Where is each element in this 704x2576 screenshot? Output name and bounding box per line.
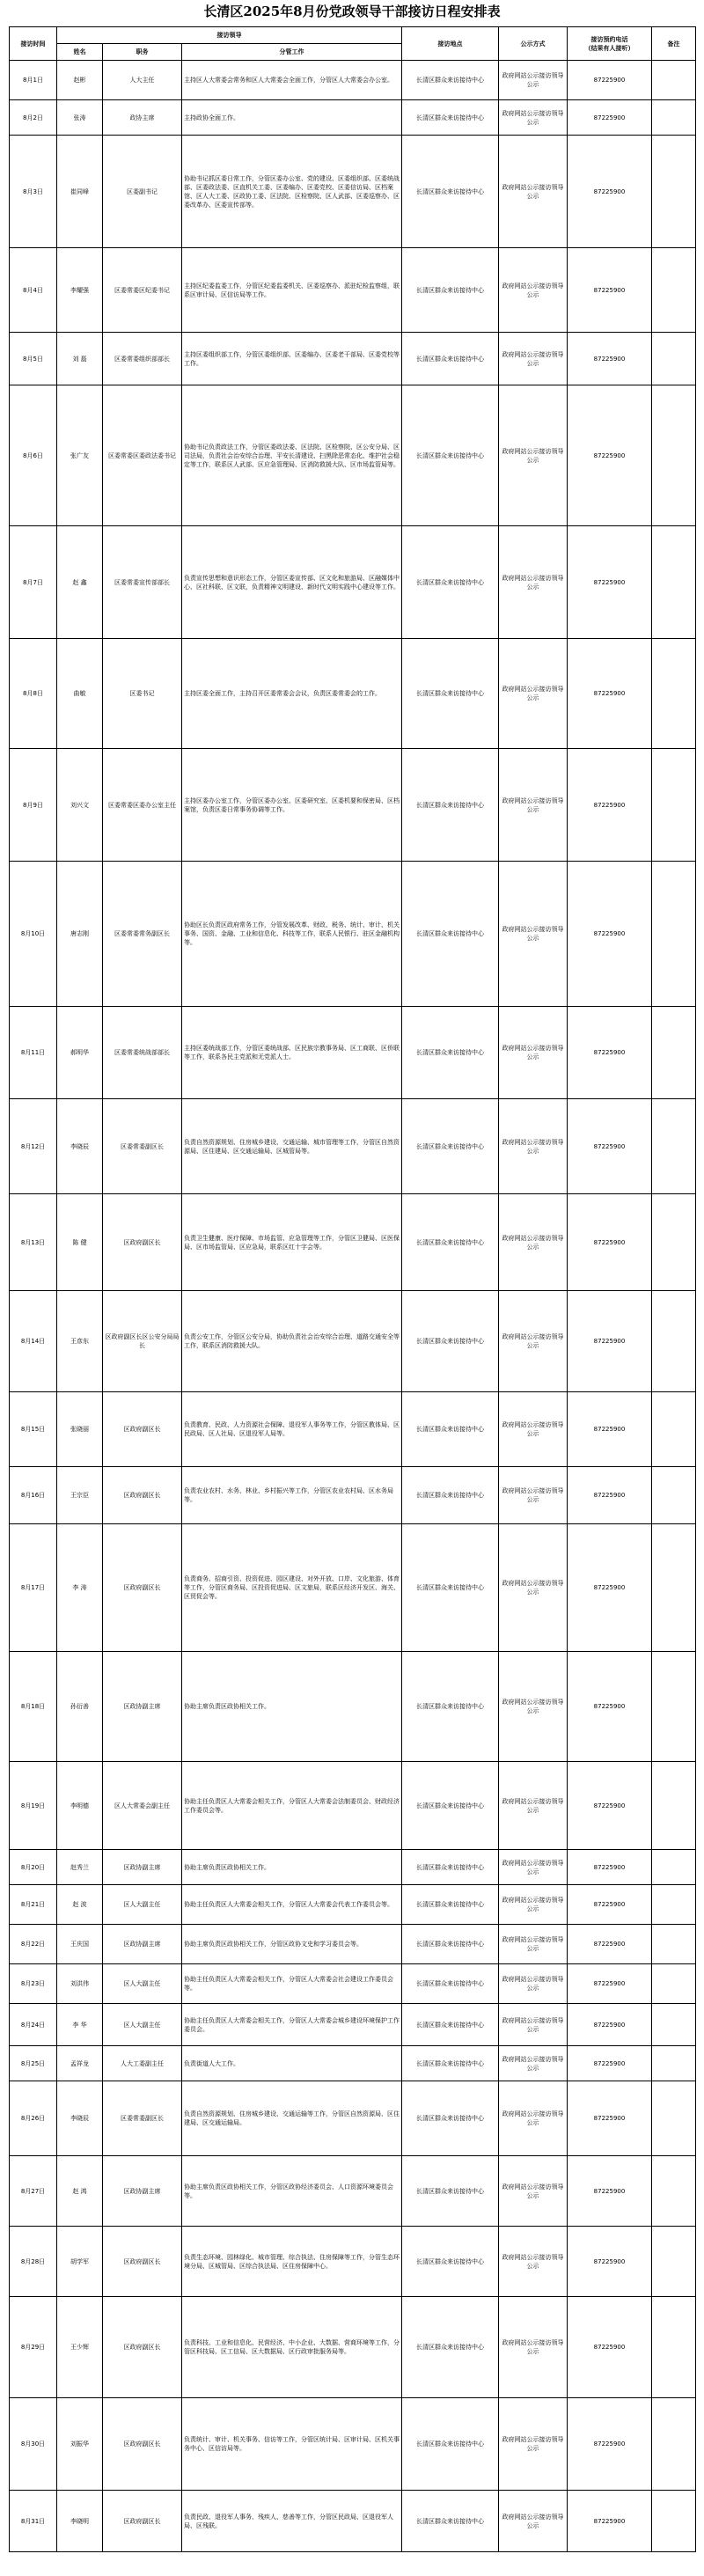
cell-place: 长清区群众来访接待中心 [402,1652,499,1762]
cell-place: 长清区群众来访接待中心 [402,2297,499,2398]
cell-phone: 87225900 [568,2081,652,2156]
cell-name: 王宗臣 [57,1467,103,1524]
table-row [10,749,696,862]
cell-duties: 负责街道人大工作。 [182,2046,402,2081]
cell-phone: 87225900 [568,2227,652,2297]
cell-place: 长清区群众来访接待中心 [402,1291,499,1392]
cell-date: 8月22日 [10,1925,57,1964]
cell-duties: 负责农业农村、水务、林业、乡村振兴等工作，分管区农业农村局、区水务局等。 [182,1467,402,1524]
cell-position: 区政府副区长 [103,2398,182,2491]
cell-remark [652,1291,696,1392]
header-notice: 公示方式 [499,27,568,61]
table-row [10,1885,696,1925]
cell-position: 区委常委宣传部部长 [103,526,182,639]
header-leader-group: 接访领导 [57,27,402,44]
cell-phone: 87225900 [568,2297,652,2398]
cell-position: 区人大副主任 [103,2004,182,2046]
cell-position: 区人大副主任 [103,1885,182,1925]
cell-duties: 负责科技、工业和信息化、民营经济、中小企业、大数据、营商环境等工作，分管区科技局、区工信局、区大数据局、区行政审批服务局等。 [182,2297,402,2398]
table-row [10,1007,696,1099]
cell-duties: 协助主任负责区人大常委会相关工作，分管区人大常委会社会建设工作委员会等。 [182,1964,402,2004]
cell-date: 8月13日 [10,1194,57,1291]
cell-position: 区政协副主席 [103,1925,182,1964]
cell-notice: 政府网站公示接访领导公示 [499,2398,568,2491]
cell-phone: 87225900 [568,61,652,100]
cell-date: 8月4日 [10,248,57,333]
cell-duties: 协助主席负责区政协相关工作，分管区政协文史和学习委员会等。 [182,1925,402,1964]
cell-remark [652,526,696,639]
cell-notice: 政府网站公示接访领导公示 [499,639,568,749]
cell-phone: 87225900 [568,100,652,136]
cell-name: 王庆国 [57,1925,103,1964]
table-row [10,1524,696,1652]
table-row [10,2004,696,2046]
cell-remark [652,1467,696,1524]
cell-notice: 政府网站公示接访领导公示 [499,2004,568,2046]
cell-date: 8月25日 [10,2046,57,2081]
cell-place: 长清区群众来访接待中心 [402,2004,499,2046]
table-row [10,1964,696,2004]
cell-name: 刘 磊 [57,333,103,385]
header-phone-label: 接访预约电话 [590,35,628,43]
cell-notice: 政府网站公示接访领导公示 [499,1392,568,1467]
cell-position: 区政协副主席 [103,1850,182,1885]
cell-notice: 政府网站公示接访领导公示 [499,1524,568,1652]
cell-name: 李晓辰 [57,2081,103,2156]
cell-place: 长清区群众来访接待中心 [402,1467,499,1524]
cell-duties: 主持区委统战部工作，分管区委统战部、区民族宗教事务局、区工商联、区侨联等工作，联系各民主党派和无党派人士。 [182,1007,402,1099]
cell-duties: 协助书记负责政法工作，分管区委政法委、区法院、区检察院、区公安分局、区司法局，负责社会治安综合治理、平安长清建设、扫黑除恶常态化、维护社会稳定等工作，联系区人武部、区应急管理局、区消防救援大队、区市场监管局等。 [182,385,402,526]
cell-date: 8月28日 [10,2227,57,2297]
cell-duties: 协助主席负责区政协相关工作，分管区政协经济委员会、人口资源环境委员会等。 [182,2156,402,2227]
cell-position: 区政府副区长 [103,2491,182,2552]
cell-date: 8月27日 [10,2156,57,2227]
cell-phone: 87225900 [568,248,652,333]
cell-name: 孟祥龙 [57,2046,103,2081]
cell-notice: 政府网站公示接访领导公示 [499,248,568,333]
cell-place: 长清区群众来访接待中心 [402,1194,499,1291]
cell-remark [652,136,696,248]
cell-place: 长清区群众来访接待中心 [402,749,499,862]
cell-notice: 政府网站公示接访领导公示 [499,100,568,136]
cell-remark [652,248,696,333]
cell-date: 8月30日 [10,2398,57,2491]
cell-name: 赵秀兰 [57,1850,103,1885]
cell-duties: 负责教育、民政、人力资源社会保障、退役军人事务等工作，分管区教体局、区民政局、区人社局、区退役军人局等。 [182,1392,402,1467]
cell-position: 区委常委区委办公室主任 [103,749,182,862]
cell-place: 长清区群众来访接待中心 [402,1099,499,1194]
cell-notice: 政府网站公示接访领导公示 [499,1467,568,1524]
table-row [10,248,696,333]
cell-notice: 政府网站公示接访领导公示 [499,1925,568,1964]
table-row [10,2046,696,2081]
cell-date: 8月16日 [10,1467,57,1524]
cell-phone: 87225900 [568,1007,652,1099]
cell-name: 孙衍善 [57,1652,103,1762]
cell-remark [652,1099,696,1194]
cell-remark [652,639,696,749]
cell-duties: 主持区委组织部工作，分管区委组织部、区委编办、区委老干部局、区委党校等工作。 [182,333,402,385]
table-body [10,61,696,2552]
cell-date: 8月17日 [10,1524,57,1652]
cell-place: 长清区群众来访接待中心 [402,526,499,639]
cell-phone: 87225900 [568,749,652,862]
cell-position: 区政府副区长区公安分局局长 [103,1291,182,1392]
table-row [10,385,696,526]
table-row [10,100,696,136]
cell-phone: 87225900 [568,526,652,639]
cell-notice: 政府网站公示接访领导公示 [499,1652,568,1762]
cell-name: 王少辉 [57,2297,103,2398]
cell-duties: 负责卫生健康、医疗保障、市场监管、应急管理等工作，分管区卫健局、区医保局、区市场监管局、区应急局，联系区红十字会等。 [182,1194,402,1291]
cell-date: 8月29日 [10,2297,57,2398]
cell-phone: 87225900 [568,1885,652,1925]
cell-phone: 87225900 [568,333,652,385]
cell-notice: 政府网站公示接访领导公示 [499,385,568,526]
cell-remark [652,1652,696,1762]
cell-name: 李明德 [57,1762,103,1850]
cell-position: 人大主任 [103,61,182,100]
cell-position: 区委书记 [103,639,182,749]
cell-remark [652,385,696,526]
cell-place: 长清区群众来访接待中心 [402,1524,499,1652]
cell-place: 长清区群众来访接待中心 [402,2227,499,2297]
cell-position: 区委常委常务副区长 [103,862,182,1007]
cell-duties: 负责商务、招商引资、投资促进、园区建设、对外开放、口岸、文化旅游、体育等工作，分管区商务局、区投资促进局、区文旅局，联系区经济开发区、海关、区贸促会等。 [182,1524,402,1652]
table-row [10,333,696,385]
cell-place: 长清区群众来访接待中心 [402,2156,499,2227]
cell-name: 李晓明 [57,2491,103,2552]
table-row [10,1099,696,1194]
cell-position: 区政府副区长 [103,2297,182,2398]
cell-position: 区政协副主席 [103,2156,182,2227]
cell-notice: 政府网站公示接访领导公示 [499,749,568,862]
cell-position: 区政府副区长 [103,1194,182,1291]
cell-position: 区人大常委会副主任 [103,1762,182,1850]
cell-phone: 87225900 [568,1467,652,1524]
cell-duties: 负责民政、退役军人事务、残疾人、慈善等工作，分管区民政局、区退役军人局、区残联。 [182,2491,402,2552]
cell-phone: 87225900 [568,1194,652,1291]
cell-place: 长清区群众来访接待中心 [402,61,499,100]
cell-position: 政协主席 [103,100,182,136]
cell-phone: 87225900 [568,1524,652,1652]
cell-date: 8月31日 [10,2491,57,2552]
cell-duties: 负责自然资源规划、住房城乡建设、交通运输、城市管理等工作，分管区自然资源局、区住建局、区交通运输局、区城管局等。 [182,1099,402,1194]
cell-name: 赵 波 [57,1885,103,1925]
cell-phone: 87225900 [568,2004,652,2046]
cell-place: 长清区群众来访接待中心 [402,2491,499,2552]
cell-date: 8月18日 [10,1652,57,1762]
cell-remark [652,2227,696,2297]
cell-place: 长清区群众来访接待中心 [402,1762,499,1850]
cell-remark [652,1762,696,1850]
cell-name: 张晓丽 [57,1392,103,1467]
cell-date: 8月26日 [10,2081,57,2156]
cell-position: 区政府副区长 [103,1524,182,1652]
cell-phone: 87225900 [568,1925,652,1964]
table-row [10,1925,696,1964]
table-row [10,1194,696,1291]
cell-phone: 87225900 [568,1964,652,2004]
cell-place: 长清区群众来访接待中心 [402,2398,499,2491]
cell-name: 胡学军 [57,2227,103,2297]
cell-phone: 87225900 [568,2491,652,2552]
cell-name: 赵 鑫 [57,526,103,639]
cell-phone: 87225900 [568,862,652,1007]
cell-duties: 负责生态环境、园林绿化、城市管理、综合执法、住房保障等工作，分管生态环境分局、区城管局、区综合执法局、区住房保障中心。 [182,2227,402,2297]
table-row [10,1392,696,1467]
table-row [10,1850,696,1885]
cell-position: 区人大副主任 [103,1964,182,2004]
cell-notice: 政府网站公示接访领导公示 [499,333,568,385]
header-date: 接访时间 [10,27,57,61]
cell-place: 长清区群众来访接待中心 [402,862,499,1007]
cell-phone: 87225900 [568,1652,652,1762]
cell-name: 张广友 [57,385,103,526]
cell-position: 区政府副区长 [103,1392,182,1467]
cell-position: 区政府副区长 [103,1467,182,1524]
cell-position: 区委常委组织部部长 [103,333,182,385]
cell-notice: 政府网站公示接访领导公示 [499,1850,568,1885]
cell-place: 长清区群众来访接待中心 [402,2046,499,2081]
cell-date: 8月3日 [10,136,57,248]
cell-duties: 主持区纪委监委工作，分管区纪委监委机关、区委巡察办、派驻纪检监察组，联系区审计局、区信访局等工作。 [182,248,402,333]
cell-name: 赵彬 [57,61,103,100]
cell-notice: 政府网站公示接访领导公示 [499,2491,568,2552]
cell-remark [652,1925,696,1964]
cell-name: 曲敏 [57,639,103,749]
cell-duties: 协助主任负责区人大常委会相关工作，分管区人大常委会代表工作委员会等。 [182,1885,402,1925]
cell-notice: 政府网站公示接访领导公示 [499,1194,568,1291]
cell-notice: 政府网站公示接访领导公示 [499,2227,568,2297]
schedule-table [9,26,696,2552]
cell-phone: 87225900 [568,2156,652,2227]
cell-date: 8月15日 [10,1392,57,1467]
cell-notice: 政府网站公示接访领导公示 [499,2156,568,2227]
table-row [10,1652,696,1762]
cell-name: 张涛 [57,100,103,136]
cell-remark [652,1392,696,1467]
cell-remark [652,1524,696,1652]
cell-duties: 协助书记抓区委日常工作，分管区委办公室、党的建设、区委组织部、区委统战部、区委政法委、区直机关工委、区委编办、区委党校、区委信访局、区档案馆、区人大工委、区政协工委、区法院、区检察院、区人武部、区委巡察办、区委改革办、区委宣传部等。 [182,136,402,248]
cell-duties: 主持政协全面工作。 [182,100,402,136]
cell-name: 李 涛 [57,1524,103,1652]
cell-phone: 87225900 [568,1850,652,1885]
cell-remark [652,862,696,1007]
cell-name: 李晓辰 [57,1099,103,1194]
cell-remark [652,1885,696,1925]
cell-notice: 政府网站公示接访领导公示 [499,1007,568,1099]
cell-duties: 协助区长负责区政府常务工作，分管发展改革、财政、税务、统计、审计、机关事务、国资、金融、工业和信息化、科技等工作，联系人民银行、驻区金融机构等。 [182,862,402,1007]
cell-position: 区委常委区委政法委书记 [103,385,182,526]
cell-notice: 政府网站公示接访领导公示 [499,1291,568,1392]
table-row [10,2227,696,2297]
cell-date: 8月1日 [10,61,57,100]
header-row-1 [10,27,696,44]
header-position: 职务 [103,44,182,61]
cell-date: 8月8日 [10,639,57,749]
cell-notice: 政府网站公示接访领导公示 [499,2081,568,2156]
cell-place: 长清区群众来访接待中心 [402,248,499,333]
cell-date: 8月20日 [10,1850,57,1885]
cell-notice: 政府网站公示接访领导公示 [499,1885,568,1925]
cell-place: 长清区群众来访接待中心 [402,639,499,749]
cell-remark [652,749,696,862]
cell-phone: 87225900 [568,136,652,248]
table-row [10,862,696,1007]
cell-place: 长清区群众来访接待中心 [402,385,499,526]
cell-name: 赵 鸿 [57,2156,103,2227]
cell-name: 李 华 [57,2004,103,2046]
cell-duties: 协助主席负责区政协相关工作。 [182,1652,402,1762]
cell-position: 区政府副区长 [103,2227,182,2297]
header-duties: 分管工作 [182,44,402,61]
cell-name: 李耀强 [57,248,103,333]
cell-duties: 主持区委全面工作，主持召开区委常委会会议，负责区委常委会的工作。 [182,639,402,749]
cell-name: 崔同峰 [57,136,103,248]
cell-remark [652,1194,696,1291]
cell-remark [652,2004,696,2046]
cell-name: 刘兴文 [57,749,103,862]
cell-notice: 政府网站公示接访领导公示 [499,862,568,1007]
cell-remark [652,333,696,385]
cell-phone: 87225900 [568,385,652,526]
cell-place: 长清区群众来访接待中心 [402,100,499,136]
cell-remark [652,1007,696,1099]
table-row [10,639,696,749]
cell-phone: 87225900 [568,1762,652,1850]
header-place: 接访地点 [402,27,499,61]
cell-date: 8月11日 [10,1007,57,1099]
cell-remark [652,2046,696,2081]
cell-remark [652,61,696,100]
cell-remark [652,1850,696,1885]
cell-duties: 协助主任负责区人大常委会相关工作，分管区人大常委会城乡建设环境保护工作委员会。 [182,2004,402,2046]
cell-phone: 87225900 [568,1392,652,1467]
cell-remark [652,1964,696,2004]
cell-notice: 政府网站公示接访领导公示 [499,2046,568,2081]
cell-name: 唐志刚 [57,862,103,1007]
cell-phone: 87225900 [568,1291,652,1392]
cell-date: 8月7日 [10,526,57,639]
cell-duties: 主持区委办公室工作，分管区委办公室、区委研究室、区委机要和保密局、区档案馆，负责区委日常事务协调等工作。 [182,749,402,862]
cell-date: 8月9日 [10,749,57,862]
cell-date: 8月2日 [10,100,57,136]
header-phone [568,27,652,61]
table-row [10,2491,696,2552]
cell-phone: 87225900 [568,639,652,749]
cell-position: 区委常委副区长 [103,2081,182,2156]
cell-notice: 政府网站公示接访领导公示 [499,136,568,248]
cell-duties: 负责公安工作，分管区公安分局，协助负责社会治安综合治理、道路交通安全等工作，联系区消防救援大队。 [182,1291,402,1392]
cell-remark [652,2081,696,2156]
cell-remark [652,100,696,136]
table-row [10,2156,696,2227]
cell-place: 长清区群众来访接待中心 [402,2081,499,2156]
cell-position: 人大工委副主任 [103,2046,182,2081]
cell-notice: 政府网站公示接访领导公示 [499,1964,568,2004]
table-row [10,1762,696,1850]
cell-remark [652,2297,696,2398]
cell-date: 8月24日 [10,2004,57,2046]
cell-notice: 政府网站公示接访领导公示 [499,1762,568,1850]
page-title: 长清区2025年8月份党政领导干部接访日程安排表 [203,4,501,19]
table-row [10,1467,696,1524]
cell-place: 长清区群众来访接待中心 [402,1392,499,1467]
cell-name: 刘洪伟 [57,1964,103,2004]
cell-notice: 政府网站公示接访领导公示 [499,526,568,639]
cell-remark [652,2491,696,2552]
cell-place: 长清区群众来访接待中心 [402,136,499,248]
cell-date: 8月21日 [10,1885,57,1925]
cell-place: 长清区群众来访接待中心 [402,1925,499,1964]
cell-name: 刘振华 [57,2398,103,2491]
table-row [10,2398,696,2491]
cell-name: 王彦东 [57,1291,103,1392]
cell-remark [652,2398,696,2491]
cell-phone: 87225900 [568,1099,652,1194]
cell-place: 长清区群众来访接待中心 [402,333,499,385]
header-name: 姓名 [57,44,103,61]
cell-name: 郝明华 [57,1007,103,1099]
cell-position: 区委常委副区长 [103,1099,182,1194]
cell-date: 8月12日 [10,1099,57,1194]
cell-place: 长清区群众来访接待中心 [402,1964,499,2004]
cell-name: 陈 健 [57,1194,103,1291]
cell-duties: 负责自然资源规划、住房城乡建设、交通运输等工作，分管区自然资源局、区住建局、区交通运输局。 [182,2081,402,2156]
cell-duties: 协助主席负责区政协相关工作。 [182,1850,402,1885]
cell-notice: 政府网站公示接访领导公示 [499,2297,568,2398]
cell-notice: 政府网站公示接访领导公示 [499,61,568,100]
table-row [10,2297,696,2398]
cell-place: 长清区群众来访接待中心 [402,1885,499,1925]
cell-date: 8月6日 [10,385,57,526]
cell-position: 区委副书记 [103,136,182,248]
cell-place: 长清区群众来访接待中心 [402,1850,499,1885]
cell-position: 区委常委统战部部长 [103,1007,182,1099]
cell-position: 区委常委区纪委书记 [103,248,182,333]
table-row [10,61,696,100]
cell-duties: 协助主任负责区人大常委会相关工作，分管区人大常委会法制委员会、财政经济工作委员会等。 [182,1762,402,1850]
table-row [10,526,696,639]
cell-date: 8月14日 [10,1291,57,1392]
cell-position: 区政协副主席 [103,1652,182,1762]
cell-notice: 政府网站公示接访领导公示 [499,1099,568,1194]
cell-phone: 87225900 [568,2046,652,2081]
cell-date: 8月10日 [10,862,57,1007]
table-row [10,136,696,248]
cell-duties: 主持区人大常委会常务和区人大常委会全面工作，分管区人大常委会办公室。 [182,61,402,100]
cell-date: 8月19日 [10,1762,57,1850]
cell-date: 8月23日 [10,1964,57,2004]
cell-phone: 87225900 [568,2398,652,2491]
cell-remark [652,2156,696,2227]
header-remark: 备注 [652,27,696,61]
header-phone-note: （结果有人接听） [584,44,634,52]
cell-duties: 负责统计、审计、机关事务、信访等工作，分管区统计局、区审计局、区机关事务中心、区信访局等。 [182,2398,402,2491]
cell-duties: 负责宣传思想和意识形态工作，分管区委宣传部、区文化和旅游局、区融媒体中心、区社科联、区文联，负责精神文明建设、新时代文明实践中心建设等工作。 [182,526,402,639]
table-row [10,2081,696,2156]
cell-place: 长清区群众来访接待中心 [402,1007,499,1099]
table-row [10,1291,696,1392]
cell-date: 8月5日 [10,333,57,385]
